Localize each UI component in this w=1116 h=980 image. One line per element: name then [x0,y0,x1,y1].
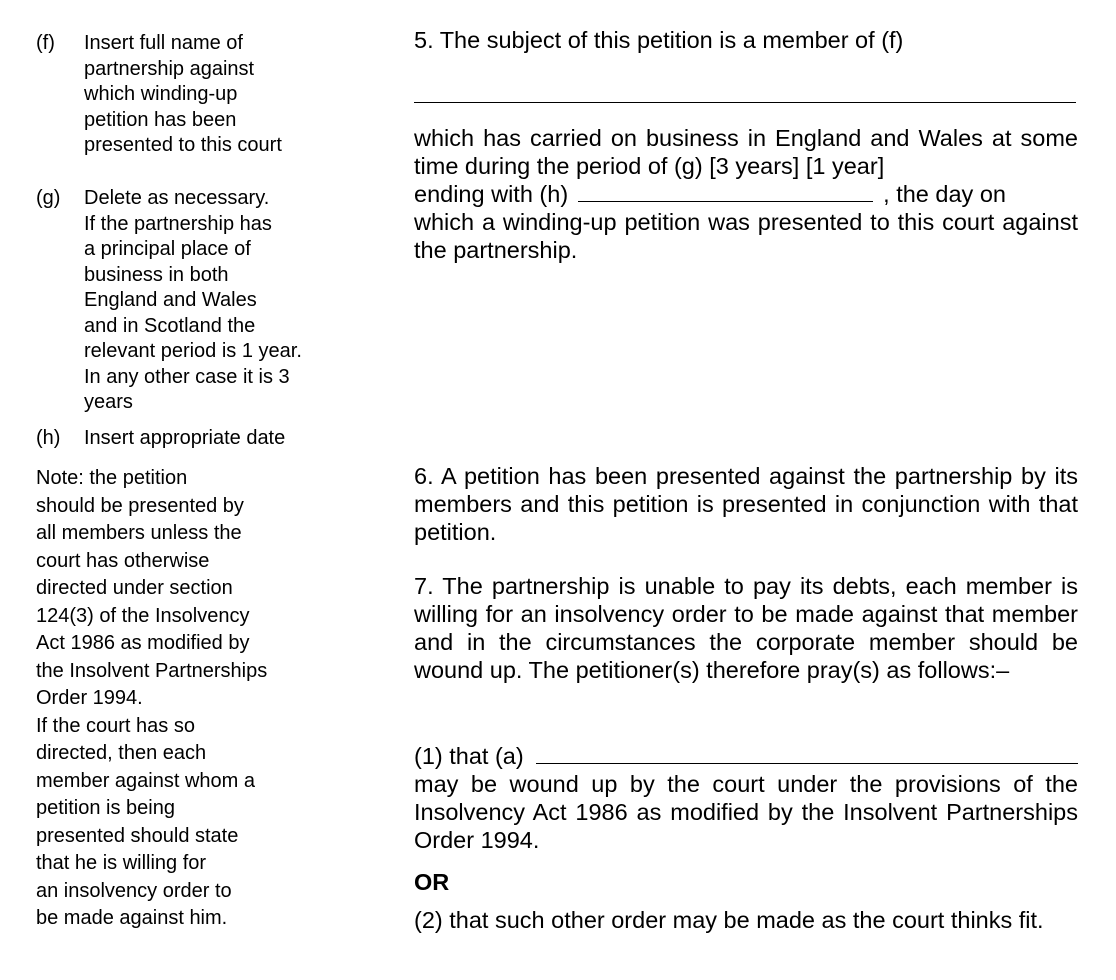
note-line: the Insolvent Partnerships [36,659,268,682]
note-line: member against whom a [36,769,255,792]
paragraph-7 [414,572,1078,684]
note-f-line: Insert full name of [84,32,243,54]
note-text-h: Insert appropriate date [84,427,286,449]
paragraph-6 [414,462,1078,546]
note-g-line: and in Scotland the [84,314,256,337]
note-line: be made against him. [36,907,228,929]
note-g-line: years [84,391,133,413]
margin-note-h [36,426,376,452]
prayer1-text: may be wound up by the court under the provisions of the Insolvency Act 1986 as modified by the Insolvent Partnerships Order 1994. [414,771,1078,853]
company-blank-line [536,745,1078,764]
note-g-line: Delete as necessary. [84,187,270,209]
prayer1-prefix: (1) that (a) [414,743,524,769]
note-g-line: relevant period is 1 year. [84,340,302,362]
note-g-line: a principal place of [84,238,251,260]
prayer-1 [414,742,1078,854]
para5-tail: which a winding-up petition was presented to this court against the partnership. [414,209,1078,263]
note-text-g [84,186,376,416]
margin-note-f [36,31,376,159]
note-line: should be presented by [36,494,244,517]
note-f-line: petition has been [84,108,237,131]
para6-text: 6. A petition has been presented against the partnership by its members and this petition is presented in conjunction with that petition. [414,463,1078,545]
para5-ending-suffix: , the day on [883,181,1006,207]
note-g-line: business in both [84,263,229,286]
note-text-f [84,31,376,159]
note-line: court has otherwise [36,549,210,572]
margin-note-general [36,465,356,933]
note-line: directed under section [36,577,233,599]
member-name-line [414,102,1076,103]
note-g-line: If the partnership has [84,212,272,235]
note-line: directed, then each [36,742,207,764]
para5-heading [414,26,1078,54]
note-line: If the court has so [36,714,195,737]
para5-heading-text: 5. The subject of this petition is a member of (f) [414,27,904,53]
para5-ending-prefix: ending with (h) [414,181,569,207]
note-f-line: partnership against [84,57,255,80]
note-line: 124(3) of the Insolvency [36,604,250,627]
para7-text: 7. The partnership is unable to pay its debts, each member is willing for an insolvency order to be made against that member and in the circumstances the corporate member should be wound up. The petitioner(s) therefore pray(s) as follows:– [414,573,1078,683]
date-blank-line [578,183,873,202]
prayer-2 [414,906,1078,934]
note-line: all members unless the [36,522,242,544]
para5-ending-row [414,180,1078,208]
note-line: petition is being [36,797,175,819]
note-label-h: (h) [36,427,61,449]
paragraph-5 [414,124,1078,264]
note-label-g: (g) [36,187,61,209]
note-g-line: England and Wales [84,289,257,311]
note-line: Note: the petition [36,467,188,489]
prayer2-text: (2) that such other order may be made as the court thinks fit. [414,907,1044,933]
prayer1-row [414,742,1078,770]
note-line: presented should state [36,824,239,847]
note-label-f: (f) [36,32,55,54]
note-f-line: presented to this court [84,134,282,156]
or-label: OR [414,869,450,895]
margin-note-g [36,186,376,416]
note-line: an insolvency order to [36,879,232,902]
note-line: Act 1986 as modified by [36,632,250,654]
para5-body: which has carried on business in England and Wales at some time during the period of (g) [3 years] [1 year] [414,125,1078,179]
note-f-line: which winding-up [84,83,238,105]
note-line: that he is willing for [36,852,207,874]
note-g-line: In any other case it is 3 [84,365,290,388]
note-line: Order 1994. [36,687,143,709]
